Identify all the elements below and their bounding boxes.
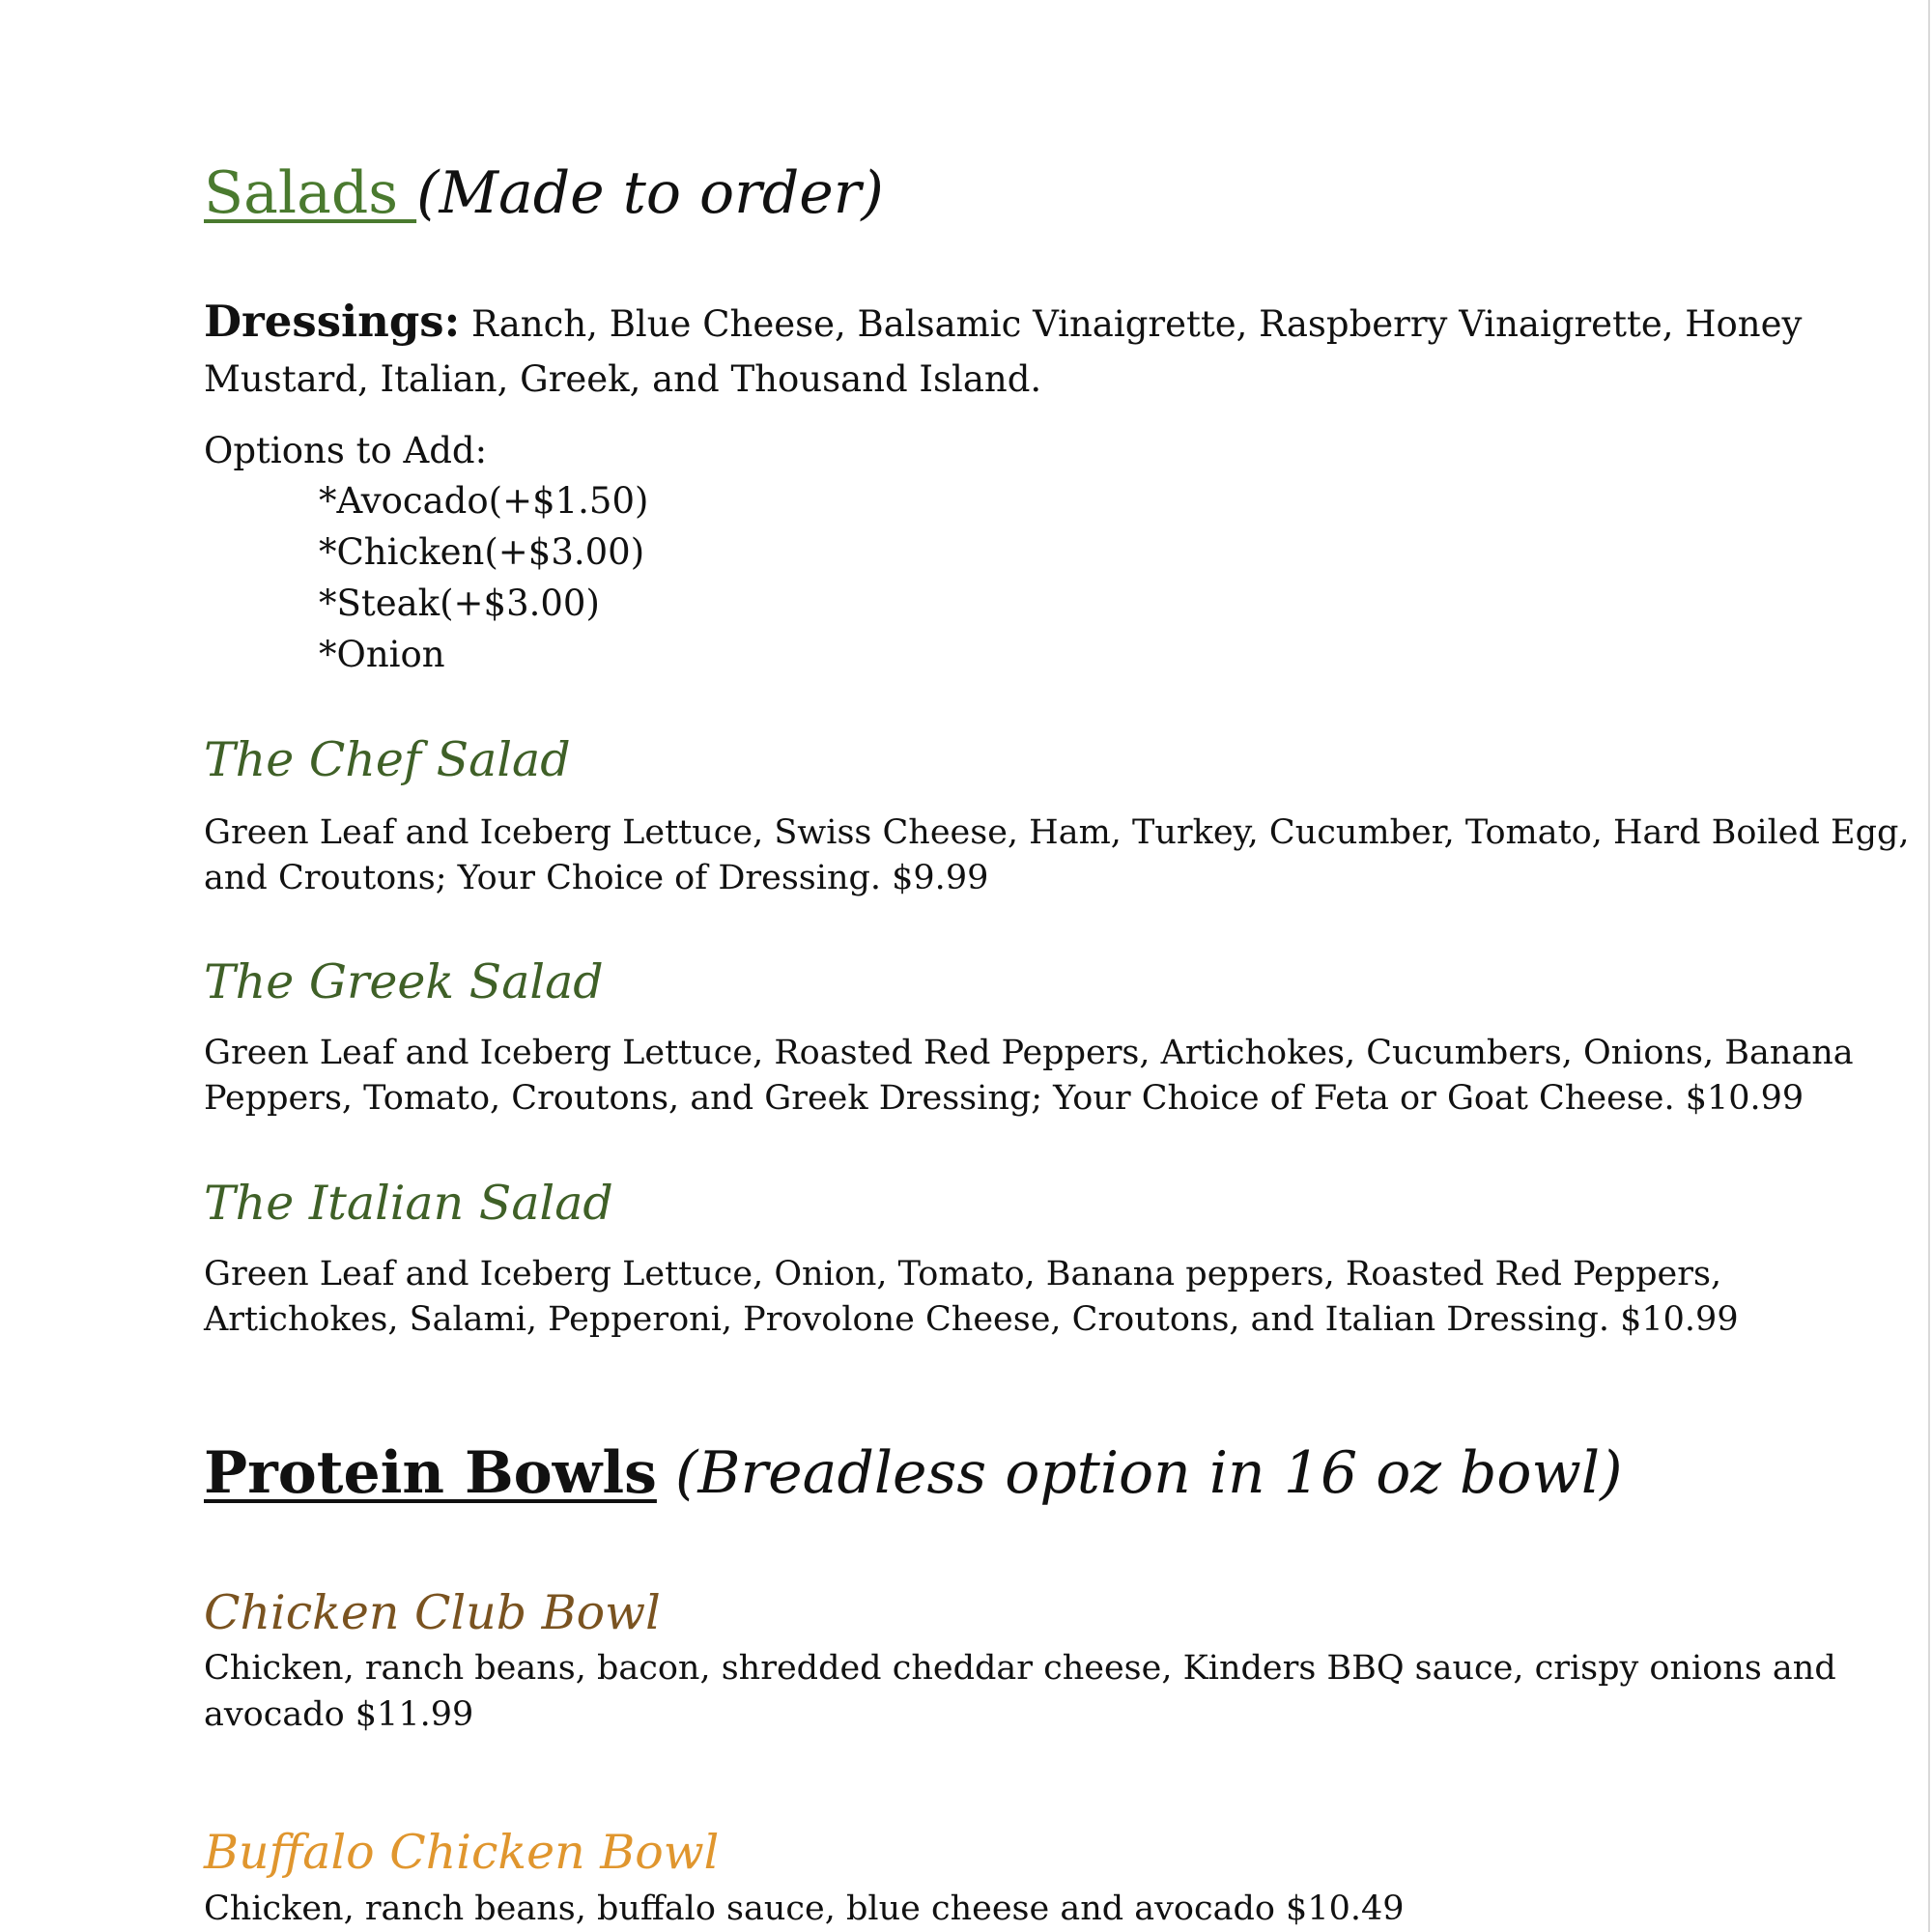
option-steak: *Steak(+$3.00) [319, 582, 600, 624]
option-onion: *Onion [319, 634, 445, 675]
greek-salad-desc-line-2: Peppers, Tomato, Croutons, and Greek Dressing; Your Choice of Feta or Goat Cheese. $10.99 [204, 1079, 1804, 1118]
salads-heading [204, 159, 884, 227]
buffalo-chicken-bowl-desc-line-1: Chicken, ranch beans, buffalo sauce, blue cheese and avocado $10.49 [204, 1889, 1405, 1928]
italian-salad-title: The Italian Salad [204, 1176, 613, 1231]
dressings-list-start: Ranch, Blue Cheese, Balsamic Vinaigrette, Raspberry Vinaigrette, Honey [460, 303, 1803, 345]
salads-heading-note: (Made to order) [416, 159, 884, 227]
chef-salad-title: The Chef Salad [204, 732, 571, 787]
protein-bowls-title: Protein Bowls [204, 1439, 657, 1507]
chef-salad-desc-line-2: and Croutons; Your Choice of Dressing. $9.99 [204, 859, 989, 897]
dressings-label: Dressings: [204, 296, 461, 347]
chicken-club-bowl-title: Chicken Club Bowl [204, 1585, 661, 1640]
dressings-line-2: Mustard, Italian, Greek, and Thousand Island. [204, 358, 1042, 400]
options-list [319, 475, 648, 680]
salads-title: Salads [204, 159, 417, 227]
option-chicken: *Chicken(+$3.00) [319, 531, 645, 573]
chicken-club-bowl-desc-line-2: avocado $11.99 [204, 1695, 474, 1734]
option-avocado: *Avocado(+$1.50) [319, 480, 649, 522]
chef-salad-desc-line-1: Green Leaf and Iceberg Lettuce, Swiss Cheese, Ham, Turkey, Cucumber, Tomato, Hard Boiled Egg, [204, 813, 1910, 852]
buffalo-chicken-bowl-title: Buffalo Chicken Bowl [204, 1825, 720, 1880]
protein-bowls-heading [204, 1439, 1623, 1507]
italian-salad-desc-line-2: Artichokes, Salami, Pepperoni, Provolone Cheese, Croutons, and Italian Dressing. $10.99 [204, 1300, 1739, 1339]
protein-bowls-heading-note: (Breadless option in 16 oz bowl) [656, 1439, 1623, 1507]
options-label: Options to Add: [204, 430, 488, 471]
chicken-club-bowl-desc-line-1: Chicken, ranch beans, bacon, shredded cheddar cheese, Kinders BBQ sauce, crispy onions and [204, 1649, 1836, 1688]
greek-salad-desc-line-1: Green Leaf and Iceberg Lettuce, Roasted Red Peppers, Artichokes, Cucumbers, Onions, Banana [204, 1034, 1854, 1072]
italian-salad-desc-line-1: Green Leaf and Iceberg Lettuce, Onion, Tomato, Banana peppers, Roasted Red Peppers, [204, 1255, 1722, 1293]
page-edge-rule [1928, 0, 1930, 1932]
dressings-line-1 [204, 295, 1802, 351]
greek-salad-title: The Greek Salad [204, 954, 604, 1009]
